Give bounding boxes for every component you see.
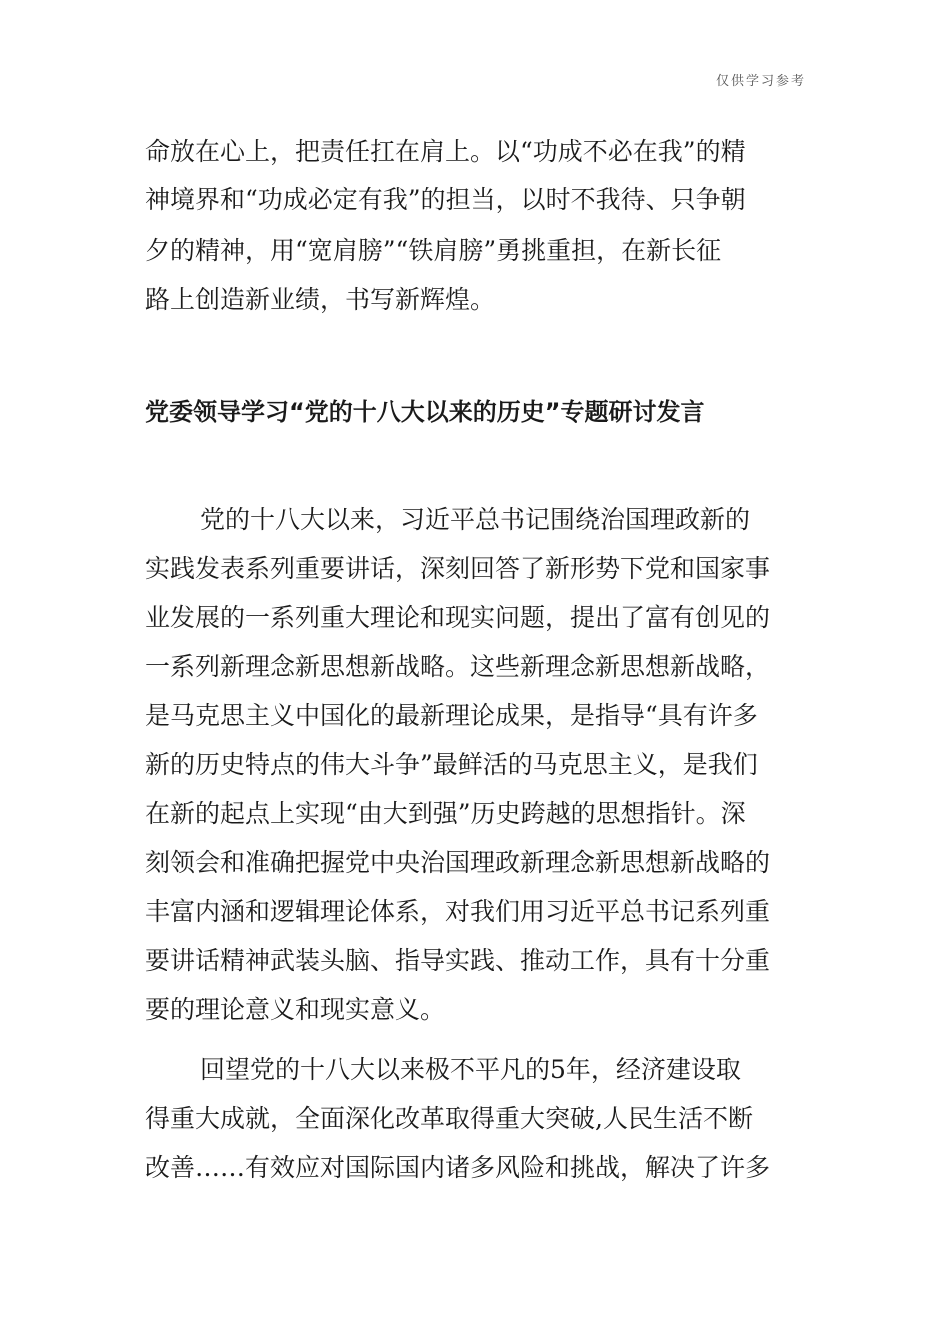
text-line: 一系列新理念新思想新战略。这些新理念新思想新战略， <box>145 652 771 681</box>
section-title: 党委领导学习“党的十八大以来的历史”专题研讨发言 <box>145 398 705 426</box>
text-line: 实践发表系列重要讲话，深刻回答了新形势下党和国家事 <box>145 554 771 583</box>
text-line: 得重大成就，全面深化改革取得重大突破,人民生活不断 <box>145 1104 753 1133</box>
text-line: 新的历史特点的伟大斗争”最鲜活的马克思主义，是我们 <box>145 750 758 779</box>
header-note: 仅供学习参考 <box>715 74 806 89</box>
text-line: 要讲话精神武装头脑、指导实践、推动工作，具有十分重 <box>145 946 771 975</box>
text-line: 夕的精神，用“宽肩膀”“铁肩膀”勇挑重担，在新长征 <box>145 236 722 265</box>
text-line: 业发展的一系列重大理论和现实问题，提出了富有创见的 <box>145 603 771 632</box>
text-line: 党的十八大以来，习近平总书记围绕治国理政新的 <box>200 505 751 534</box>
text-line: 刻领会和准确把握党中央治国理政新理念新思想新战略的 <box>145 848 771 877</box>
text-line: 在新的起点上实现“由大到强”历史跨越的思想指针。深 <box>145 799 746 828</box>
text-line: 命放在心上，把责任扛在肩上。以“功成不必在我”的精 <box>145 137 746 166</box>
text-line: 丰富内涵和逻辑理论体系，对我们用习近平总书记系列重 <box>145 897 771 926</box>
text-line: 回望党的十八大以来极不平凡的5年，经济建设取 <box>200 1055 741 1084</box>
text-line: 路上创造新业绩，书写新辉煌。 <box>145 285 496 314</box>
text-line: 改善……有效应对国际国内诸多风险和挑战，解决了许多 <box>145 1153 771 1182</box>
text-line: 神境界和“功成必定有我”的担当，以时不我待、只争朝 <box>145 185 746 214</box>
text-line: 要的理论意义和现实意义。 <box>145 995 446 1024</box>
text-line: 是马克思主义中国化的最新理论成果，是指导“具有许多 <box>145 701 758 730</box>
